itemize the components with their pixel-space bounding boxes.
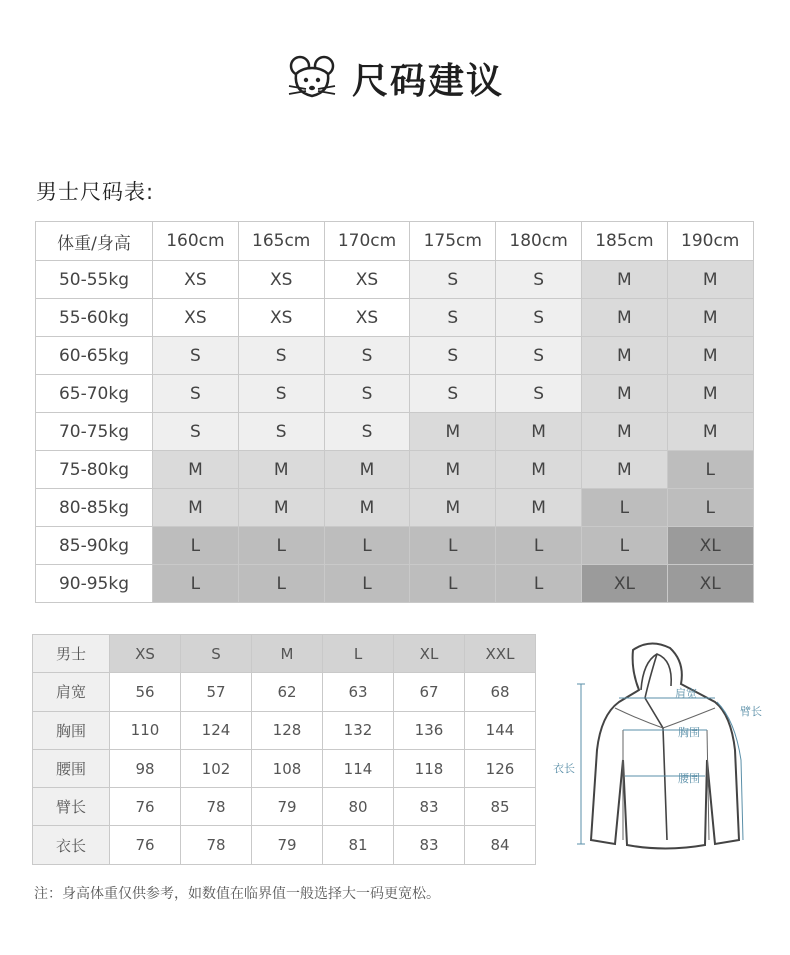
size-cell: XS xyxy=(153,299,239,337)
size-cell: L xyxy=(581,489,667,527)
size-cell: L xyxy=(324,565,410,603)
size-cell: S xyxy=(496,375,582,413)
size-cell: L xyxy=(153,527,239,565)
measurement-value: 62 xyxy=(252,673,323,711)
size-cell: XS xyxy=(238,299,324,337)
size-cell: L xyxy=(153,565,239,603)
weight-label: 60-65kg xyxy=(36,337,153,375)
size-cell: M xyxy=(667,299,753,337)
height-header: 160cm xyxy=(153,222,239,261)
measurement-value: 102 xyxy=(181,749,252,787)
size-cell: M xyxy=(153,489,239,527)
size-recommendation-table xyxy=(35,221,754,603)
size-header: XS xyxy=(110,635,181,673)
measurement-value: 83 xyxy=(394,826,465,864)
weight-label: 65-70kg xyxy=(36,375,153,413)
measure-table-corner: 男士 xyxy=(33,635,110,673)
measurement-value: 114 xyxy=(323,749,394,787)
size-cell: S xyxy=(410,299,496,337)
size-cell: L xyxy=(667,451,753,489)
size-cell: M xyxy=(667,413,753,451)
weight-label: 55-60kg xyxy=(36,299,153,337)
size-cell: M xyxy=(410,451,496,489)
jacket-measurement-icon xyxy=(545,640,780,855)
size-cell: M xyxy=(324,451,410,489)
table-row xyxy=(36,565,754,603)
measurement-value: 78 xyxy=(181,826,252,864)
jacket-measurement-diagram xyxy=(545,640,780,855)
measurement-value: 128 xyxy=(252,711,323,749)
weight-label: 70-75kg xyxy=(36,413,153,451)
size-cell: M xyxy=(581,375,667,413)
height-header: 165cm xyxy=(238,222,324,261)
table-row xyxy=(33,788,536,826)
table-row xyxy=(36,451,754,489)
measurement-value: 81 xyxy=(323,826,394,864)
size-cell: XL xyxy=(667,565,753,603)
table-row xyxy=(36,375,754,413)
size-cell: S xyxy=(496,337,582,375)
size-cell: XS xyxy=(238,261,324,299)
weight-label: 80-85kg xyxy=(36,489,153,527)
size-cell: L xyxy=(496,565,582,603)
measurement-value: 76 xyxy=(110,788,181,826)
size-header: XL xyxy=(394,635,465,673)
size-cell: M xyxy=(410,413,496,451)
size-cell: S xyxy=(496,299,582,337)
size-cell: S xyxy=(153,413,239,451)
size-header: S xyxy=(181,635,252,673)
size-cell: M xyxy=(581,337,667,375)
size-cell: XL xyxy=(667,527,753,565)
measurement-label: 衣长 xyxy=(33,826,110,864)
size-cell: S xyxy=(324,337,410,375)
size-cell: M xyxy=(153,451,239,489)
size-cell: M xyxy=(667,375,753,413)
page-header xyxy=(0,50,790,106)
weight-label: 50-55kg xyxy=(36,261,153,299)
size-cell: S xyxy=(410,375,496,413)
diagram-label-length: 衣长 xyxy=(553,762,575,775)
height-header: 175cm xyxy=(410,222,496,261)
measurement-value: 68 xyxy=(465,673,536,711)
garment-measurement-table xyxy=(32,634,536,865)
page-title: 尺码建议 xyxy=(351,60,504,102)
diagram-label-shoulder: 肩宽 xyxy=(675,687,697,700)
table-row xyxy=(36,489,754,527)
size-cell: XS xyxy=(324,261,410,299)
size-cell: M xyxy=(667,337,753,375)
measurement-value: 76 xyxy=(110,826,181,864)
size-cell: XS xyxy=(153,261,239,299)
size-cell: S xyxy=(324,413,410,451)
size-header: L xyxy=(323,635,394,673)
measurement-value: 124 xyxy=(181,711,252,749)
height-header: 180cm xyxy=(496,222,582,261)
size-cell: L xyxy=(496,527,582,565)
size-cell: M xyxy=(410,489,496,527)
size-cell: M xyxy=(581,299,667,337)
measurement-value: 84 xyxy=(465,826,536,864)
measurement-value: 56 xyxy=(110,673,181,711)
measurement-label: 胸围 xyxy=(33,711,110,749)
measurement-value: 108 xyxy=(252,749,323,787)
size-cell: S xyxy=(153,375,239,413)
size-cell: L xyxy=(410,565,496,603)
diagram-label-waist: 腰围 xyxy=(678,772,700,785)
measurement-label: 肩宽 xyxy=(33,673,110,711)
table-row xyxy=(36,299,754,337)
measurement-value: 144 xyxy=(465,711,536,749)
mouse-head-icon xyxy=(286,52,338,104)
size-header: M xyxy=(252,635,323,673)
size-cell: XL xyxy=(581,565,667,603)
measurement-value: 132 xyxy=(323,711,394,749)
size-cell: L xyxy=(238,527,324,565)
weight-label: 85-90kg xyxy=(36,527,153,565)
measurement-value: 118 xyxy=(394,749,465,787)
section-title: 男士尺码表: xyxy=(36,180,155,204)
size-cell: L xyxy=(667,489,753,527)
table-row xyxy=(36,337,754,375)
measurement-value: 80 xyxy=(323,788,394,826)
size-table-header-row xyxy=(36,222,754,261)
table-row xyxy=(33,826,536,864)
table-row xyxy=(36,261,754,299)
measurement-value: 57 xyxy=(181,673,252,711)
measurement-value: 136 xyxy=(394,711,465,749)
size-cell: L xyxy=(581,527,667,565)
size-cell: M xyxy=(496,413,582,451)
size-table-corner: 体重/身高 xyxy=(36,222,153,261)
size-cell: M xyxy=(581,451,667,489)
size-cell: M xyxy=(581,261,667,299)
size-cell: S xyxy=(238,413,324,451)
measurement-value: 85 xyxy=(465,788,536,826)
measurement-value: 79 xyxy=(252,826,323,864)
size-cell: S xyxy=(324,375,410,413)
size-cell: S xyxy=(496,261,582,299)
size-cell: L xyxy=(324,527,410,565)
size-cell: M xyxy=(238,489,324,527)
size-cell: L xyxy=(238,565,324,603)
size-cell: S xyxy=(410,337,496,375)
height-header: 190cm xyxy=(667,222,753,261)
size-cell: M xyxy=(581,413,667,451)
measurement-value: 98 xyxy=(110,749,181,787)
size-cell: L xyxy=(410,527,496,565)
height-header: 185cm xyxy=(581,222,667,261)
measurement-label: 臂长 xyxy=(33,788,110,826)
size-cell: S xyxy=(410,261,496,299)
weight-label: 75-80kg xyxy=(36,451,153,489)
table-row xyxy=(33,749,536,787)
measurement-value: 67 xyxy=(394,673,465,711)
measurement-value: 78 xyxy=(181,788,252,826)
diagram-label-chest: 胸围 xyxy=(678,726,700,739)
table-row xyxy=(36,413,754,451)
size-cell: M xyxy=(667,261,753,299)
measurement-value: 79 xyxy=(252,788,323,826)
size-cell: S xyxy=(238,337,324,375)
table-row xyxy=(33,673,536,711)
measurement-value: 126 xyxy=(465,749,536,787)
size-cell: S xyxy=(238,375,324,413)
diagram-label-sleeve: 臂长 xyxy=(740,705,762,718)
table-row xyxy=(33,711,536,749)
measurement-value: 83 xyxy=(394,788,465,826)
size-cell: XS xyxy=(324,299,410,337)
measurement-value: 63 xyxy=(323,673,394,711)
size-cell: M xyxy=(496,451,582,489)
size-header: XXL xyxy=(465,635,536,673)
size-cell: M xyxy=(324,489,410,527)
footnote: 注：身高体重仅供参考，如数值在临界值一般选择大一码更宽松。 xyxy=(34,886,440,902)
size-cell: M xyxy=(238,451,324,489)
measurement-label: 腰围 xyxy=(33,749,110,787)
height-header: 170cm xyxy=(324,222,410,261)
size-cell: S xyxy=(153,337,239,375)
measurement-value: 110 xyxy=(110,711,181,749)
size-cell: M xyxy=(496,489,582,527)
table-row xyxy=(36,527,754,565)
weight-label: 90-95kg xyxy=(36,565,153,603)
measure-table-header-row xyxy=(33,635,536,673)
